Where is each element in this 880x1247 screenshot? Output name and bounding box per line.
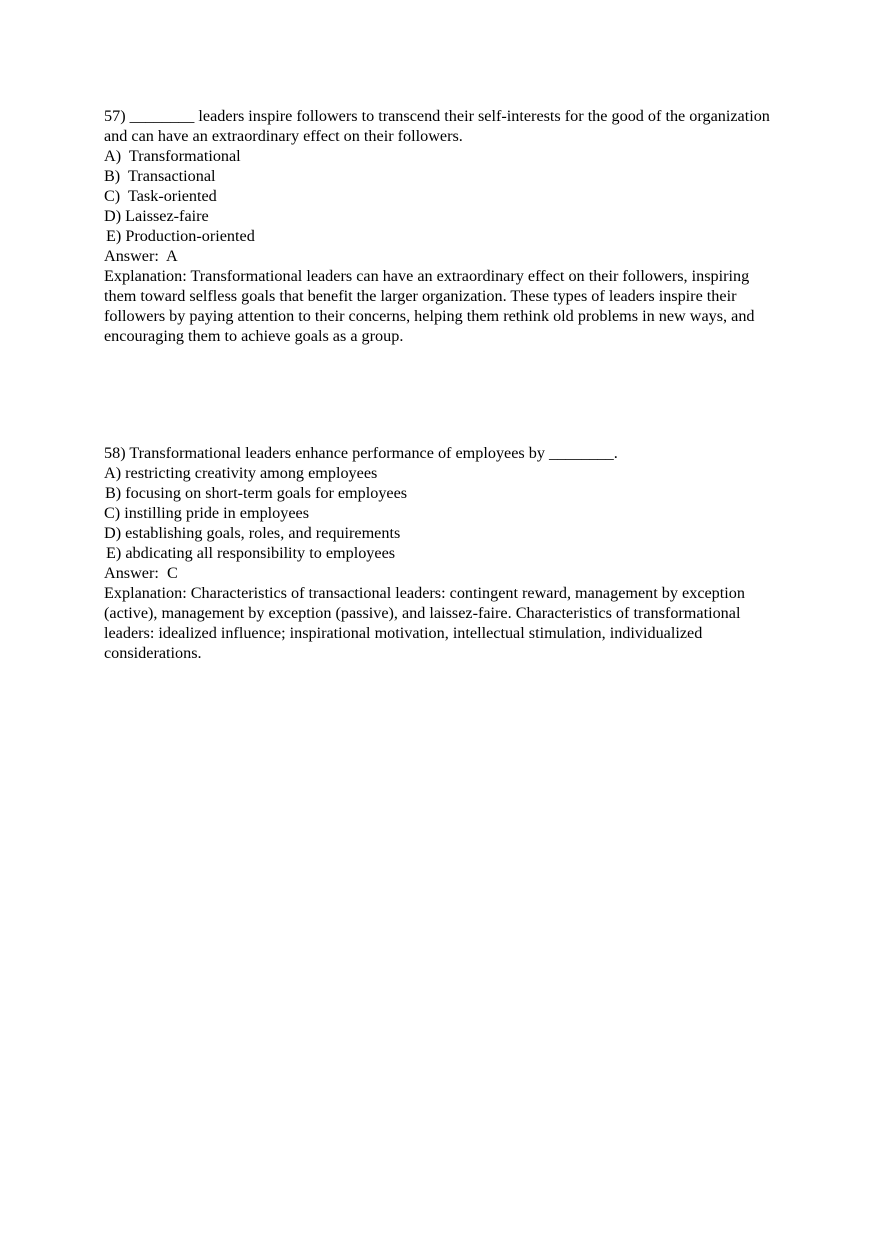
option-b: B) focusing on short-term goals for employees (105, 484, 408, 502)
explanation: Explanation: Transformational leaders can have an extraordinary effect on their followers, inspiring them toward selfless goals that benefit the larger organization. These types of leaders inspire their followers by paying attention to their concerns, helping them rethink old problems in new ways, and encouraging them to achieve goals as a group. (104, 267, 755, 345)
explanation: Explanation: Characteristics of transactional leaders: contingent reward, management by exception (active), management by exception (passive), and laissez-faire. Characteristics of transformational leaders: idealized influence; inspirational motivation, intellectual stimulation, individualized considerations. (104, 584, 745, 662)
option-d: D) establishing goals, roles, and requirements (104, 524, 401, 542)
option-d: D) Laissez-faire (104, 207, 209, 225)
option-b: B) Transactional (104, 167, 216, 185)
answer-line: Answer: C (104, 564, 178, 582)
answer-line: Answer: A (104, 247, 178, 265)
option-e: E) abdicating all responsibility to employees (106, 544, 396, 562)
option-c: C) Task-oriented (104, 187, 217, 205)
option-a: A) restricting creativity among employees (104, 464, 378, 482)
question-57 (104, 106, 784, 346)
question-stem: 57) ________ leaders inspire followers to transcend their self-interests for the good of the organization and can have an extraordinary effect on their followers. (104, 107, 770, 145)
option-c: C) instilling pride in employees (104, 504, 310, 522)
question-58 (104, 443, 784, 663)
option-a: A) Transformational (104, 147, 241, 165)
question-stem: 58) Transformational leaders enhance performance of employees by ________. (104, 444, 618, 462)
option-e: E) Production-oriented (106, 227, 255, 245)
